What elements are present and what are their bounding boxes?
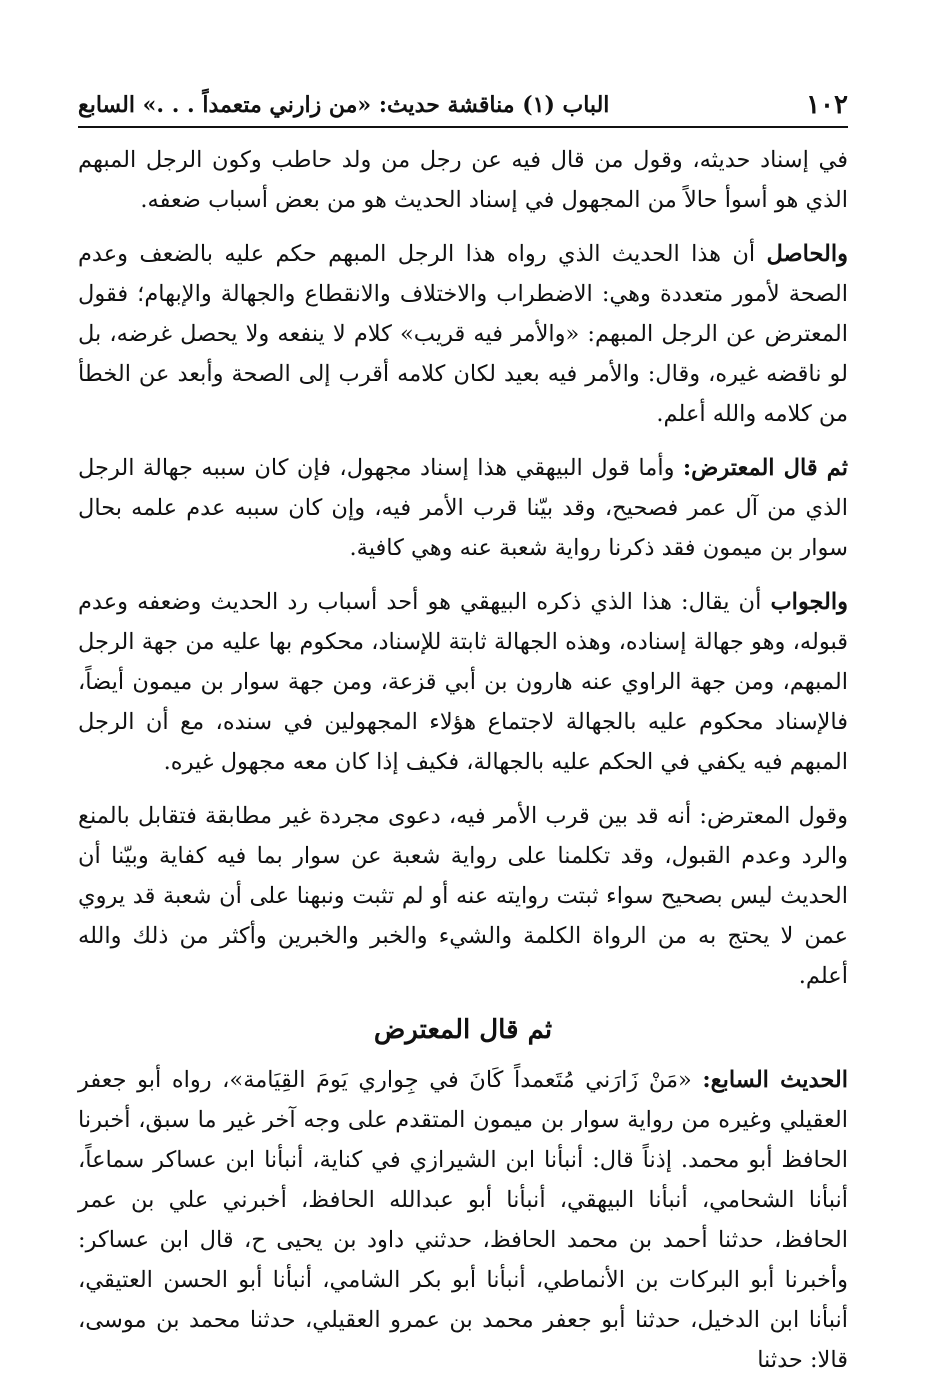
paragraph-text: في إسناد حديثه، وقول من قال فيه عن رجل من ولد حاطب وكون الرجل المبهم الذي هو أسوأ حالاً من المجهول في إسناد الحديث هو من بعض أسباب ضعفه.: [78, 147, 848, 213]
hadith-paragraph: [78, 1060, 848, 1380]
hadith-text: «مَنْ زَارَني مُتَعمداً كَانَ في جِواري يَومَ القِيَامة»، رواه أبو جعفر العقيلي وغيره من رواية سوار بن ميمون المتقدم على وجه آخر غير ما سبق، أخبرنا الحافظ أبو محمد. إذناً قال: أنبأنا ابن الشيرازي في كناية، أنبأنا ابن عساكر سماعاً، أنبأنا الشحامي، أنبأنا البيهقي، أنبأنا أبو عبدالله الحافظ، أخبرني علي بن عمر الحافظ، حدثنا أحمد بن محمد الحافظ، حدثني داود بن يحيى ح، قال ابن عساكر: وأخبرنا أبو البركات بن الأنماطي، أنبأنا أبو بكر الشامي، أنبأنا أبو الحسن العتيقي، أنبأنا ابن الدخيل، حدثنا أبو جعفر محمد بن عمرو العقيلي، حدثنا محمد بن موسى، قالا: حدثنا: [78, 1067, 848, 1373]
paragraph-lead: ثم قال المعترض:: [682, 455, 848, 481]
paragraph: [78, 140, 848, 220]
page-header: [78, 86, 848, 128]
paragraph: [78, 582, 848, 782]
page-body: [78, 140, 848, 1394]
paragraph-text: وقول المعترض: أنه قد بين قرب الأمر فيه، دعوى مجردة غير مطابقة فتقابل بالمنع والرد وعدم القبول، وقد تكلمنا على رواية شعبة عن سوار بما فيه كفاية وبيّنا أن الحديث ليس بصحيح سواء ثبتت روايته عنه أو لم تثبت ونبهنا على أن شعبة قد يروي عمن لا يحتج به من الرواة الكلمة والشيء والخبر والخبرين وأكثر من ذلك والله أعلم.: [78, 803, 848, 989]
paragraph-text: أن يقال: هذا الذي ذكره البيهقي هو أحد أسباب رد الحديث وضعفه وعدم قبوله، وهو جهالة إسناده، وهذه الجهالة ثابتة للإسناد، محكوم بها عليه من جهة الرجل المبهم، ومن جهة الراوي عنه هارون بن أبي قزعة، ومن جهة سوار بن ميمون أيضاً، فالإسناد محكوم عليه بالجهالة لاجتماع هؤلاء المجهولين في سنده، مع أن الرجل المبهم فيه يكفي في الحكم عليه بالجهالة، فكيف إذا كان معه مجهول غيره.: [78, 589, 848, 775]
section-heading: ثم قال المعترض: [373, 1015, 553, 1045]
paragraph: [78, 448, 848, 568]
paragraph: [78, 234, 848, 434]
running-title: الباب (١) مناقشة حديث: «من زارني متعمداً . . .» السابع: [78, 92, 610, 118]
paragraph-text: وأما قول البيهقي هذا إسناد مجهول، فإن كان سببه جهالة الرجل الذي من آل عمر فصحيح، وقد بيّنا قرب الأمر فيه، وإن كان سببه عدم علمه بحال سوار بن ميمون فقد ذكرنا رواية شعبة عنه وهي كافية.: [78, 455, 848, 561]
paragraph: [78, 796, 848, 996]
page-number: ١٠٢: [806, 90, 848, 120]
paragraph-text: أن هذا الحديث الذي رواه هذا الرجل المبهم حكم عليه بالضعف وعدم الصحة لأمور متعددة وهي: الاضطراب والاختلاف والانقطاع والجهالة والإبهام؛ فقول المعترض عن الرجل المبهم: «والأمر فيه قريب» كلام لا ينفعه ولا يحصل غرضه، بل لو ناقضه غيره، وقال: والأمر فيه بعيد لكان كلامه أقرب إلى الصحة وأبعد عن الخطأ من كلامه والله أعلم.: [78, 241, 848, 427]
paragraph-lead: والحاصل: [766, 241, 848, 267]
paragraph-lead: والجواب: [770, 589, 848, 615]
hadith-lead: الحديث السابع:: [702, 1067, 848, 1093]
